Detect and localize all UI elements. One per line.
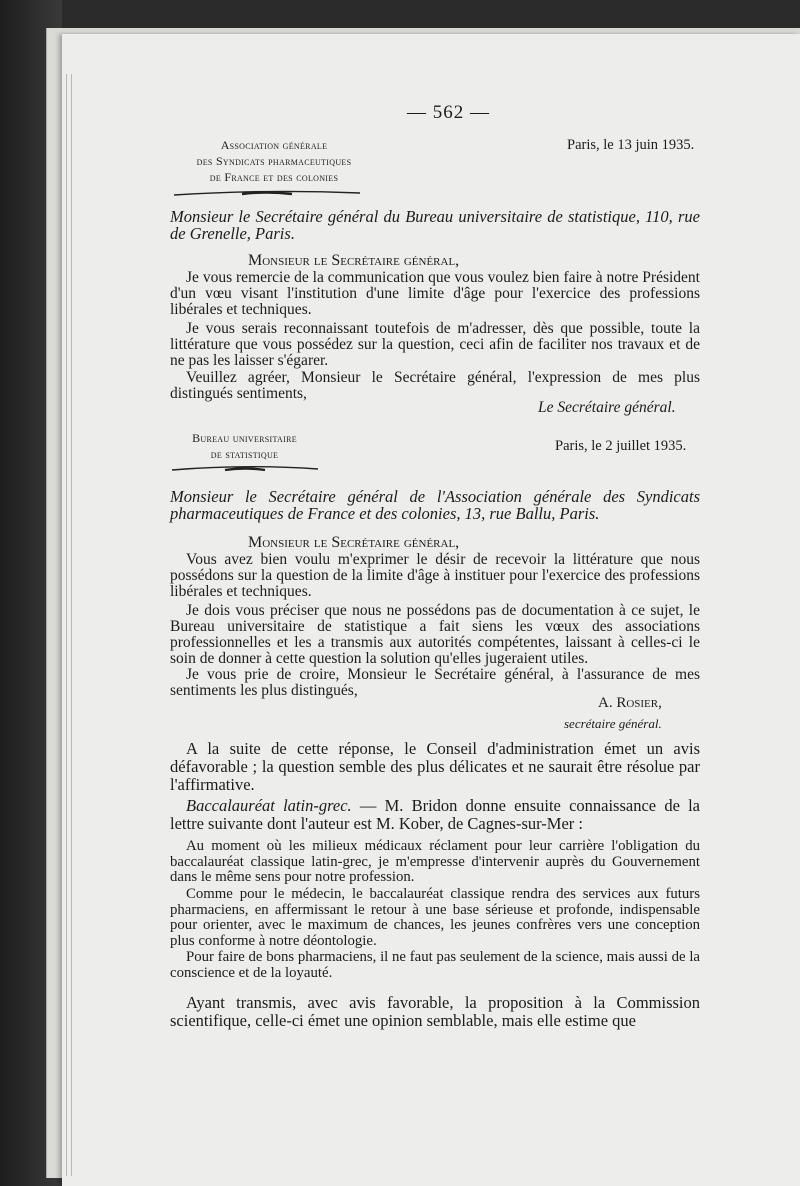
letter1-sender	[169, 137, 379, 185]
letter1-signature: Le Secrétaire général.	[538, 399, 676, 416]
page-content	[62, 34, 800, 1186]
letter1-paragraph: Je vous remercie de la communication que vous voulez bien faire à notre Président d'un vœu visant l'institution d'une limite d'âge pour l'exercice des professions libérales et techniques.	[170, 269, 700, 318]
section-text: — M. Bridon donne ensuite connaissance de la lettre suivante dont l'auteur est M. Kober, de Cagnes-sur-Mer :	[170, 796, 700, 833]
letter2-paragraph: Je vous prie de croire, Monsieur le Secrétaire général, à l'assurance de mes sentiments les plus distingués,	[170, 666, 700, 699]
body-paragraph: A la suite de cette réponse, le Conseil d'administration émet un avis défavorable ; la question semble des plus délicates et ne saurait être résolue par l'affirmative.	[170, 739, 700, 794]
letter2-paragraph: Je dois vous préciser que nous ne possédons pas de documentation à ce sujet, le Bureau universitaire de statistique a fait siens les vœux des associations professionnelles et les a transmis aux autorités compétentes, laissant à celles-ci le soin de donner à cette question la solution qu'elles jugeraient utiles.	[170, 602, 700, 667]
body-paragraph: Ayant transmis, avec avis favorable, la proposition à la Commission scientifique, celle-ci émet une opinion semblable, mais elle estime que	[170, 993, 700, 1030]
quote-paragraph: Comme pour le médecin, le baccalauréat classique rendra des services aux futurs pharmaciens, en affermissant le retour à une base sérieuse et profonde, indispensable pour orienter, avec le maximum de chances, les jeunes confrères vers une conception plus conforme à notre déontologie.	[170, 886, 700, 949]
letter2-address: Monsieur le Secrétaire général de l'Association générale des Syndicats pharmaceutiques de France et des colonies, 13, rue Ballu, Paris.	[170, 487, 700, 523]
sender-line: des Syndicats pharmaceutiques	[196, 154, 352, 168]
letter1-address: Monsieur le Secrétaire général du Bureau universitaire de statistique, 110, rue de Grenelle, Paris.	[170, 207, 700, 243]
body-paragraph-baccalaureat	[170, 797, 700, 833]
sender-line: de statistique	[210, 447, 279, 461]
letter1-date: Paris, le 13 juin 1935.	[567, 137, 695, 153]
sender-line: de France et des colonies	[209, 170, 339, 184]
document-page	[62, 34, 800, 1186]
sender-line: Bureau universitaire	[192, 431, 297, 445]
sender-line: Association générale	[220, 138, 328, 152]
quote-paragraph: Au moment où les milieux médicaux réclament pour leur carrière l'obligation du baccalauréat classique latin-grec, je m'empresse d'intervenir auprès du Gouvernement dans le même sens pour notre profession.	[170, 838, 700, 885]
letter2-sender	[167, 430, 322, 462]
letter2-paragraph: Vous avez bien voulu m'exprimer le désir de recevoir la littérature que nous possédons sur la question de la limite d'âge à instituer pour l'exercice des professions libérales et techniques.	[170, 551, 700, 600]
letter2-date: Paris, le 2 juillet 1935.	[555, 438, 687, 454]
letter1-paragraph: Veuillez agréer, Monsieur le Secrétaire général, l'expression de mes plus distingués sentiments,	[170, 369, 700, 402]
page-number: — 562 —	[407, 102, 490, 123]
section-heading: Baccalauréat latin-grec.	[186, 796, 352, 815]
letter1-paragraph: Je vous serais reconnaissant toutefois de m'adresser, dès que possible, toute la littérature que vous possédez sur la question, ceci afin de faciliter nos travaux et de ne pas les laisser s'égarer.	[170, 320, 700, 369]
ornament-rule	[170, 465, 320, 475]
letter2-signature-title: secrétaire général.	[564, 716, 662, 731]
letter1-salutation: Monsieur le Secrétaire général,	[248, 252, 460, 269]
letter2-salutation: Monsieur le Secrétaire général,	[248, 534, 460, 551]
quote-paragraph: Pour faire de bons pharmaciens, il ne faut pas seulement de la science, mais aussi de la conscience et de la loyauté.	[170, 949, 700, 981]
ornament-rule	[172, 189, 362, 199]
letter2-signature-name: A. Rosier,	[598, 695, 662, 711]
